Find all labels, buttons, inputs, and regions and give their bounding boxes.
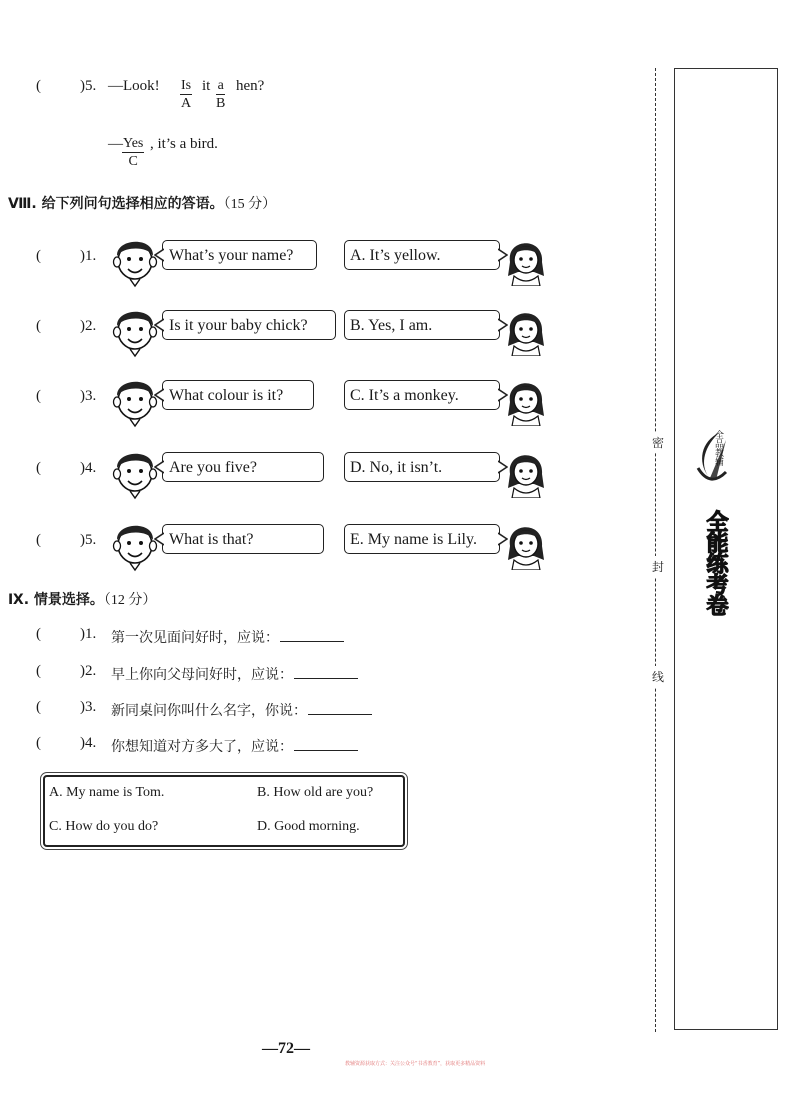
section-8-heading xyxy=(8,193,276,213)
binding-line xyxy=(655,68,656,1032)
underlined-word-b: a B xyxy=(216,78,226,111)
brand-small-text: 全品教辅 xyxy=(713,430,723,466)
girl-icon xyxy=(504,232,548,286)
fill-line[interactable] xyxy=(294,736,358,751)
question-bubble: Are you five? xyxy=(162,452,324,482)
answer-bracket-open: ( xyxy=(36,460,41,476)
answer-bracket-open: ( xyxy=(36,663,41,679)
answer-blank[interactable]: )3. xyxy=(80,699,97,715)
girl-icon xyxy=(504,444,548,498)
question-number: )5. xyxy=(80,78,97,94)
bubble-pointer-icon xyxy=(154,460,164,474)
fill-line[interactable] xyxy=(280,627,344,642)
girl-icon xyxy=(504,516,548,570)
answer-bracket-open: ( xyxy=(36,248,41,264)
question-bubble: What colour is it? xyxy=(162,380,314,410)
situation-text: 早上你向父母问好时，应说： xyxy=(111,664,358,684)
boy-icon xyxy=(110,302,160,358)
bubble-pointer-icon xyxy=(154,388,164,402)
boy-icon xyxy=(110,444,160,500)
bubble-pointer-icon xyxy=(154,532,164,546)
answer-bracket-open: ( xyxy=(36,532,41,548)
answer-blank[interactable]: )4. xyxy=(80,735,97,751)
section-9-heading xyxy=(8,589,156,609)
situation-text: 新同桌问你叫什么名字，你说： xyxy=(111,700,372,720)
boy-icon xyxy=(110,516,160,572)
footer-note: 教辅资源获取方式：关注公众号“书香教育”，获取更多精品资料 xyxy=(345,1061,486,1067)
answer-blank[interactable]: )2. xyxy=(80,318,97,334)
bubble-pointer-icon xyxy=(154,318,164,332)
reply-rest: , it’s a bird. xyxy=(150,136,218,152)
answer-blank[interactable]: )2. xyxy=(80,663,97,679)
fill-line[interactable] xyxy=(308,700,372,715)
boy-icon xyxy=(110,232,160,288)
answer-bubble: C. It’s a monkey. xyxy=(344,380,500,410)
answer-bracket-open: ( xyxy=(36,626,41,642)
question-bubble: What is that? xyxy=(162,524,324,554)
answer-bracket-open: ( xyxy=(36,388,41,404)
girl-icon xyxy=(504,302,548,356)
option-a: A. My name is Tom. xyxy=(49,785,165,800)
brand-title: 全能练考卷 xyxy=(703,510,728,615)
section-points: （15 分） xyxy=(223,197,277,212)
answer-blank[interactable]: )1. xyxy=(80,626,97,642)
answer-blank[interactable]: )1. xyxy=(80,248,97,264)
answer-blank[interactable]: )5. xyxy=(80,532,97,548)
plain-word: it xyxy=(202,78,211,94)
feng-mark: 封 xyxy=(652,556,664,577)
section-title: 给下列问句选择相应的答语。 xyxy=(41,196,224,212)
answer-bracket-open: ( xyxy=(36,699,41,715)
answer-bubble: A. It’s yellow. xyxy=(344,240,500,270)
xian-mark: 线 xyxy=(652,666,664,687)
answer-bubble: B. Yes, I am. xyxy=(344,310,500,340)
section-numeral: Ⅸ. xyxy=(8,592,30,608)
question-bubble: Is it your baby chick? xyxy=(162,310,336,340)
situation-text: 第一次见面问好时，应说： xyxy=(111,627,344,647)
underlined-word-a: Is A xyxy=(181,78,192,111)
question-prefix: —Look! xyxy=(108,78,160,94)
underlined-word-c: Yes C xyxy=(123,136,144,169)
answer-bracket-open: ( xyxy=(36,78,41,94)
answer-bracket-open: ( xyxy=(36,735,41,751)
answer-blank[interactable]: )3. xyxy=(80,388,97,404)
option-c: C. How do you do? xyxy=(49,819,159,834)
fill-line[interactable] xyxy=(294,664,358,679)
section-numeral: Ⅷ. xyxy=(8,196,37,212)
bubble-pointer-icon xyxy=(154,248,164,262)
answer-bracket-open: ( xyxy=(36,318,41,334)
question-bubble: What’s your name? xyxy=(162,240,317,270)
seal-mark: 密 xyxy=(652,432,664,453)
answer-blank[interactable]: )4. xyxy=(80,460,97,476)
option-b: B. How old are you? xyxy=(257,785,374,800)
boy-icon xyxy=(110,372,160,428)
girl-icon xyxy=(504,372,548,426)
situation-text: 你想知道对方多大了，应说： xyxy=(111,736,358,756)
option-d: D. Good morning. xyxy=(257,819,360,834)
answer-bubble: E. My name is Lily. xyxy=(344,524,500,554)
section-title: 情景选择。 xyxy=(33,592,104,608)
plain-word: hen? xyxy=(236,78,265,94)
options-box xyxy=(43,775,405,847)
answer-bubble: D. No, it isn’t. xyxy=(344,452,500,482)
reply-dash: — xyxy=(108,136,123,152)
page-number: —72— xyxy=(262,1040,310,1057)
section-points: （12 分） xyxy=(103,593,157,608)
